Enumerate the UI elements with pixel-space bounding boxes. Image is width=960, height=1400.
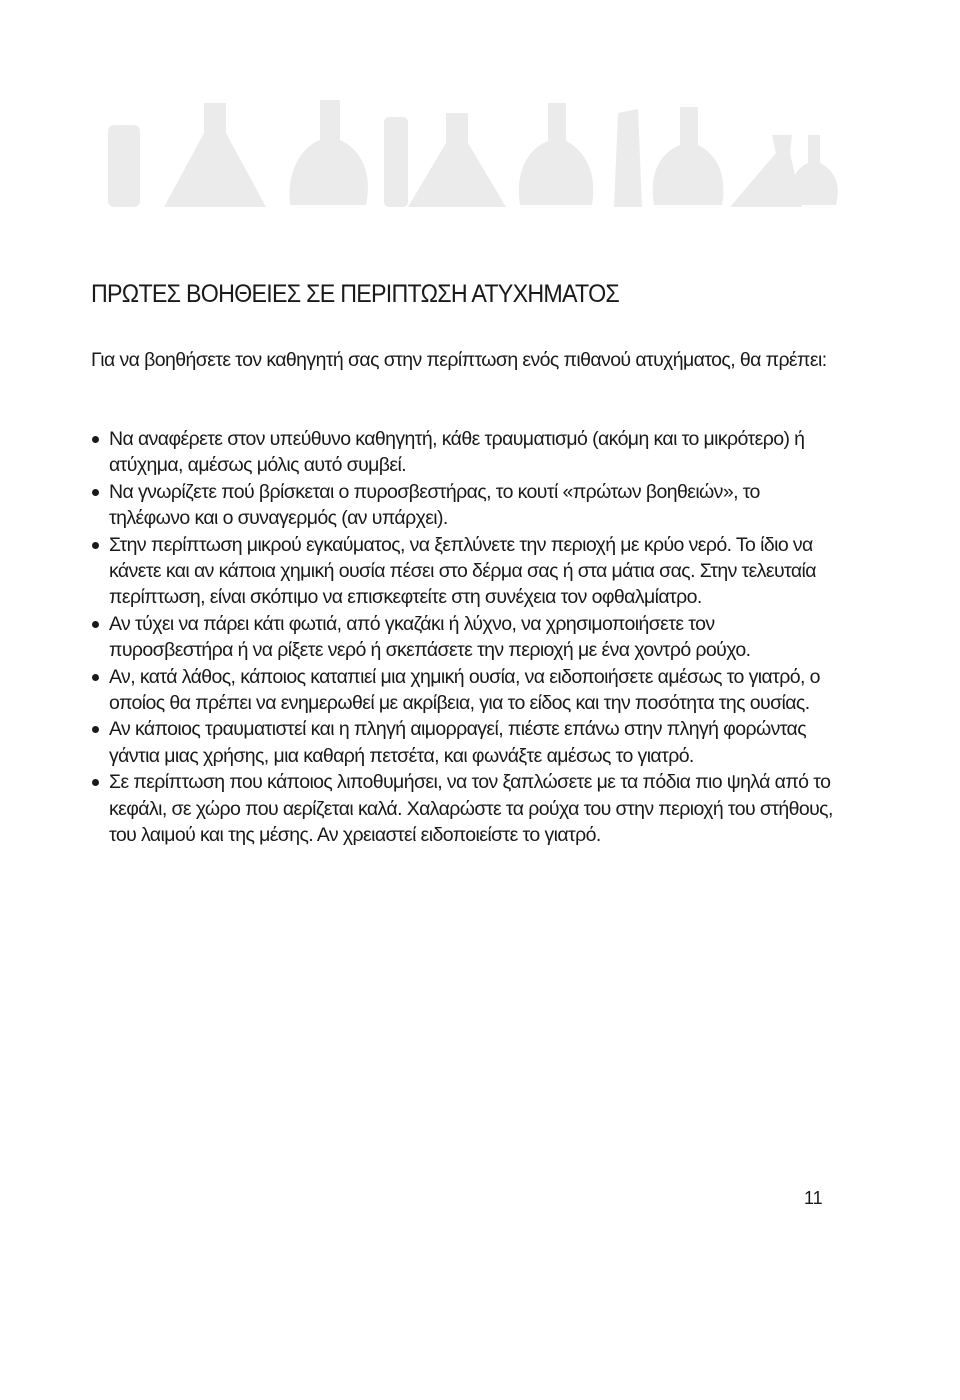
list-item-text: Να γνωρίζετε πού βρίσκεται ο πυροσβεστήρας, το κουτί «πρώτων βοηθειών», το τηλέφωνο και ο συναγερμός (αν υπάρχει). [109, 480, 760, 530]
list-item [91, 611, 836, 664]
bullet-icon [92, 489, 99, 496]
first-aid-list [91, 426, 836, 849]
page-title: ΠΡΩΤΕΣ ΒΟΗΘΕΙΕΣ ΣΕ ΠΕΡΙΠΤΩΣΗ ΑΤΥΧΗΜΑΤΟΣ [91, 280, 620, 308]
list-item [91, 716, 836, 769]
bullet-icon [92, 436, 99, 443]
slim-cylinder-shape [384, 117, 408, 207]
glassware-banner [108, 95, 848, 210]
bullet-icon [92, 674, 99, 681]
intro-paragraph: Για να βοηθήσετε τον καθηγητή σας στην περίπτωση ενός πιθανού ατυχήματος, θα πρέπει: [91, 349, 827, 371]
list-item-text: Σε περίπτωση που κάποιος λιποθυμήσει, να τον ξαπλώσετε με τα πόδια πιο ψηλά από το κεφάλι, σε χώρο που αερίζεται καλά. Χαλαρώστε τα ρούχα του στην περιοχή του στήθους, του λαιμού και της μέσης. Αν χρειαστεί ειδοποιείστε το γιατρό. [109, 771, 833, 847]
round-flask-shape [289, 100, 367, 205]
list-item-text: Αν κάποιος τραυματιστεί και η πληγή αιμορραγεί, πιέστε επάνω στην πληγή φορώντας γάντια μιας χρήσης, μια καθαρή πετσέτα, και φωνάξτε αμέσως το γιατρό. [109, 718, 807, 767]
round-flask-shape-2 [519, 103, 593, 205]
conical-flask-shape [164, 103, 266, 207]
list-item [91, 426, 836, 479]
list-item [91, 769, 836, 848]
list-item-text: Αν, κατά λάθος, κάποιος καταπιεί μια χημική ουσία, να ειδοποιήσετε αμέσως το γιατρό, ο οποίος θα πρέπει να ενημερωθεί με ακρίβεια, για το είδος και την ποσότητα της ουσίας. [109, 665, 820, 715]
lab-glassware-silhouettes [108, 95, 848, 210]
list-item [91, 479, 836, 532]
list-item-text: Να αναφέρετε στον υπεύθυνο καθηγητή, κάθε τραυματισμό (ακόμη και το μικρότερο) ή ατύχημα, αμέσως μόλις αυτό συμβεί. [109, 428, 805, 477]
list-item-text: Αν τύχει να πάρει κάτι φωτιά, από γκαζάκι ή λύχνο, να χρησιμοποιήσετε τον πυροσβεστήρα ή να ρίξετε νερό ή σκεπάσετε την περιοχή με ένα χοντρό ρούχο. [109, 612, 751, 662]
list-item-text: Στην περίπτωση μικρού εγκαύματος, να ξεπλύνετε την περιοχή με κρύο νερό. Το ίδιο να κάνετε και αν κάποια χημική ουσία πέσει στο δέρμα σας ή στα μάτια σας. Στην τελευταία περίπτωση, είναι σκόπιμο να επισκεφτείτε στη συνέχεια τον οφθαλμίατρο. [109, 533, 816, 609]
conical-flask-shape-2 [408, 113, 506, 207]
cylinder-shape [108, 125, 140, 207]
bullet-icon [92, 726, 99, 733]
round-flask-shape-4 [790, 135, 838, 205]
page-number: 11 [804, 1188, 823, 1208]
bullet-icon [92, 542, 99, 549]
bullet-icon [92, 621, 99, 628]
round-flask-shape-3 [653, 107, 724, 205]
list-item [91, 664, 836, 717]
list-item [91, 532, 836, 611]
bullet-icon [92, 779, 99, 786]
tube-shape [614, 109, 642, 207]
